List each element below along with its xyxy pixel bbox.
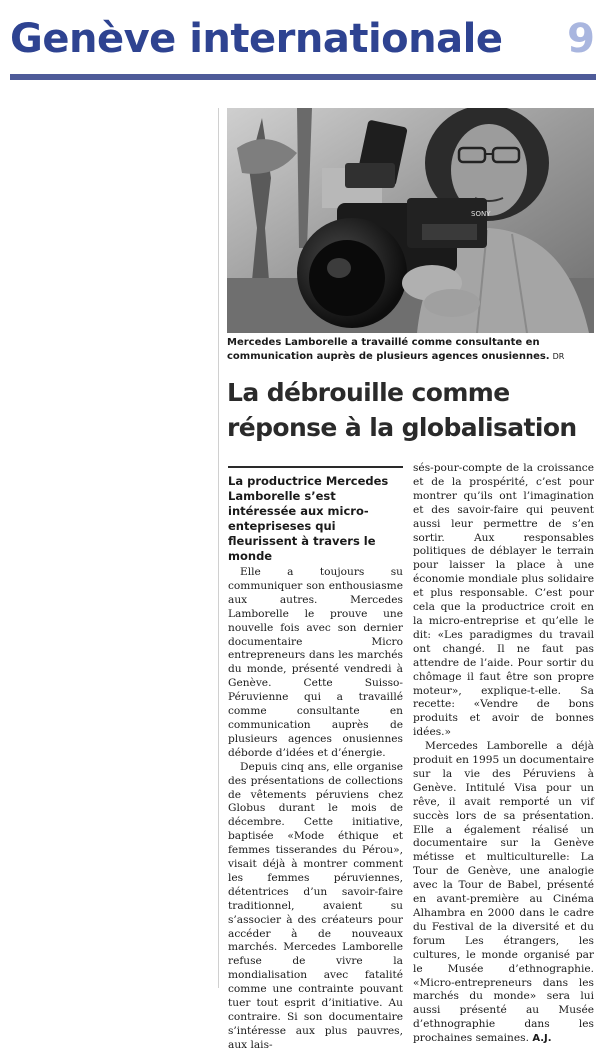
body-paragraph-text: Mercedes Lamborelle a déjà produit en 1995 un documentaire sur la vie des Péruviens à Genève. Intitulé Visa pour un rêve, il avait remporté un vif succès lors de sa présentation. Elle a également réalisé un documentaire sur la Genève métisse et multiculturelle: La Tour de Genève, une analogie avec la Tour de Babel, présenté en avant-première au Cinéma Alhambra en 2000 dans le cadre du Festival de la diversité et du forum Les étrangers, les cultures, le monde organisé par le Musée d’ethnographie. «Micro-entrepreneurs dans les marchés du monde» sera lui aussi présenté au Musée d’ethnographie dans les prochaines semaines. — [413, 740, 594, 1045]
camera-brand: SONY — [471, 210, 491, 218]
photo-caption — [227, 336, 595, 364]
body-column-right — [413, 462, 594, 1046]
page-number: 9 — [567, 16, 595, 62]
photo-credit: DR — [552, 352, 565, 361]
section-title: Genève internationale — [10, 16, 503, 62]
article-photo — [227, 108, 594, 333]
article-headline: La débrouille comme réponse à la globalisation — [227, 378, 577, 442]
photo-illustration — [227, 108, 594, 333]
body-column-left — [228, 566, 403, 1053]
body-paragraph — [413, 740, 594, 1046]
article-deck: La productrice Mercedes Lamborelle s’est intéressée aux micro-entepriseses qui fleurissent à travers le monde — [228, 474, 389, 563]
body-paragraph: Depuis cinq ans, elle organise des présentations de collections de vêtements péruviens chez Globus durant le mois de décembre. Cette initiative, baptisée «Mode éthique et femmes tisserandes du Pérou», visait déjà à montrer comment les femmes péruviennes, détentrices d’un savoir-faire traditionnel, avaient su s’associer à des créateurs pour accéder à de nouveaux marchés. Mercedes Lamborelle refuse de vivre la mondialisation avec fatalité comme une contrainte pouvant tuer tout esprit d’initiative. Au contraire. Si son documentaire s’intéresse aux plus pauvres, aux lais- — [228, 760, 403, 1051]
body-paragraph: Elle a toujours su communiquer son enthousiasme aux autres. Mercedes Lamborelle le prouve une nouvelle fois avec son dernier documentaire Micro entrepreneurs dans les marchés du monde, présenté vendredi à Genève. Cette Suisso-Péruvienne qui a travaillé comme consultante en communication auprès de plusieurs agences onusiennes déborde d’idées et d’énergie. — [228, 566, 403, 759]
column-divider — [218, 108, 219, 988]
masthead-rule — [10, 74, 596, 80]
author-signature: A.J. — [532, 1033, 552, 1045]
body-paragraph: sés-pour-compte de la croissance et de la prospérité, c’est pour montrer qu’ils ont l’imagination et des savoir-faire qui peuvent aussi leur permettre de s’en sortir. Aux responsables politiques de déblayer le terrain pour laisser la place à une économie mondiale plus solidaire et plus responsable. C’est pour cela que la productrice croit en la micro-entreprise et qu’elle le dit: «Les paradigmes du travail ont changé. Il ne faut pas attendre de l’aide. Pour sortir du chômage il faut être son propre moteur», explique-t-elle. Sa recette: «Vendre de bons produits et avoir de bonnes idées.» — [413, 462, 594, 739]
caption-text: Mercedes Lamborelle a travaillé comme consultante en communication auprès de plusieurs agences onusiennes. — [227, 337, 550, 362]
masthead — [10, 14, 595, 66]
deck-rule — [228, 466, 403, 468]
